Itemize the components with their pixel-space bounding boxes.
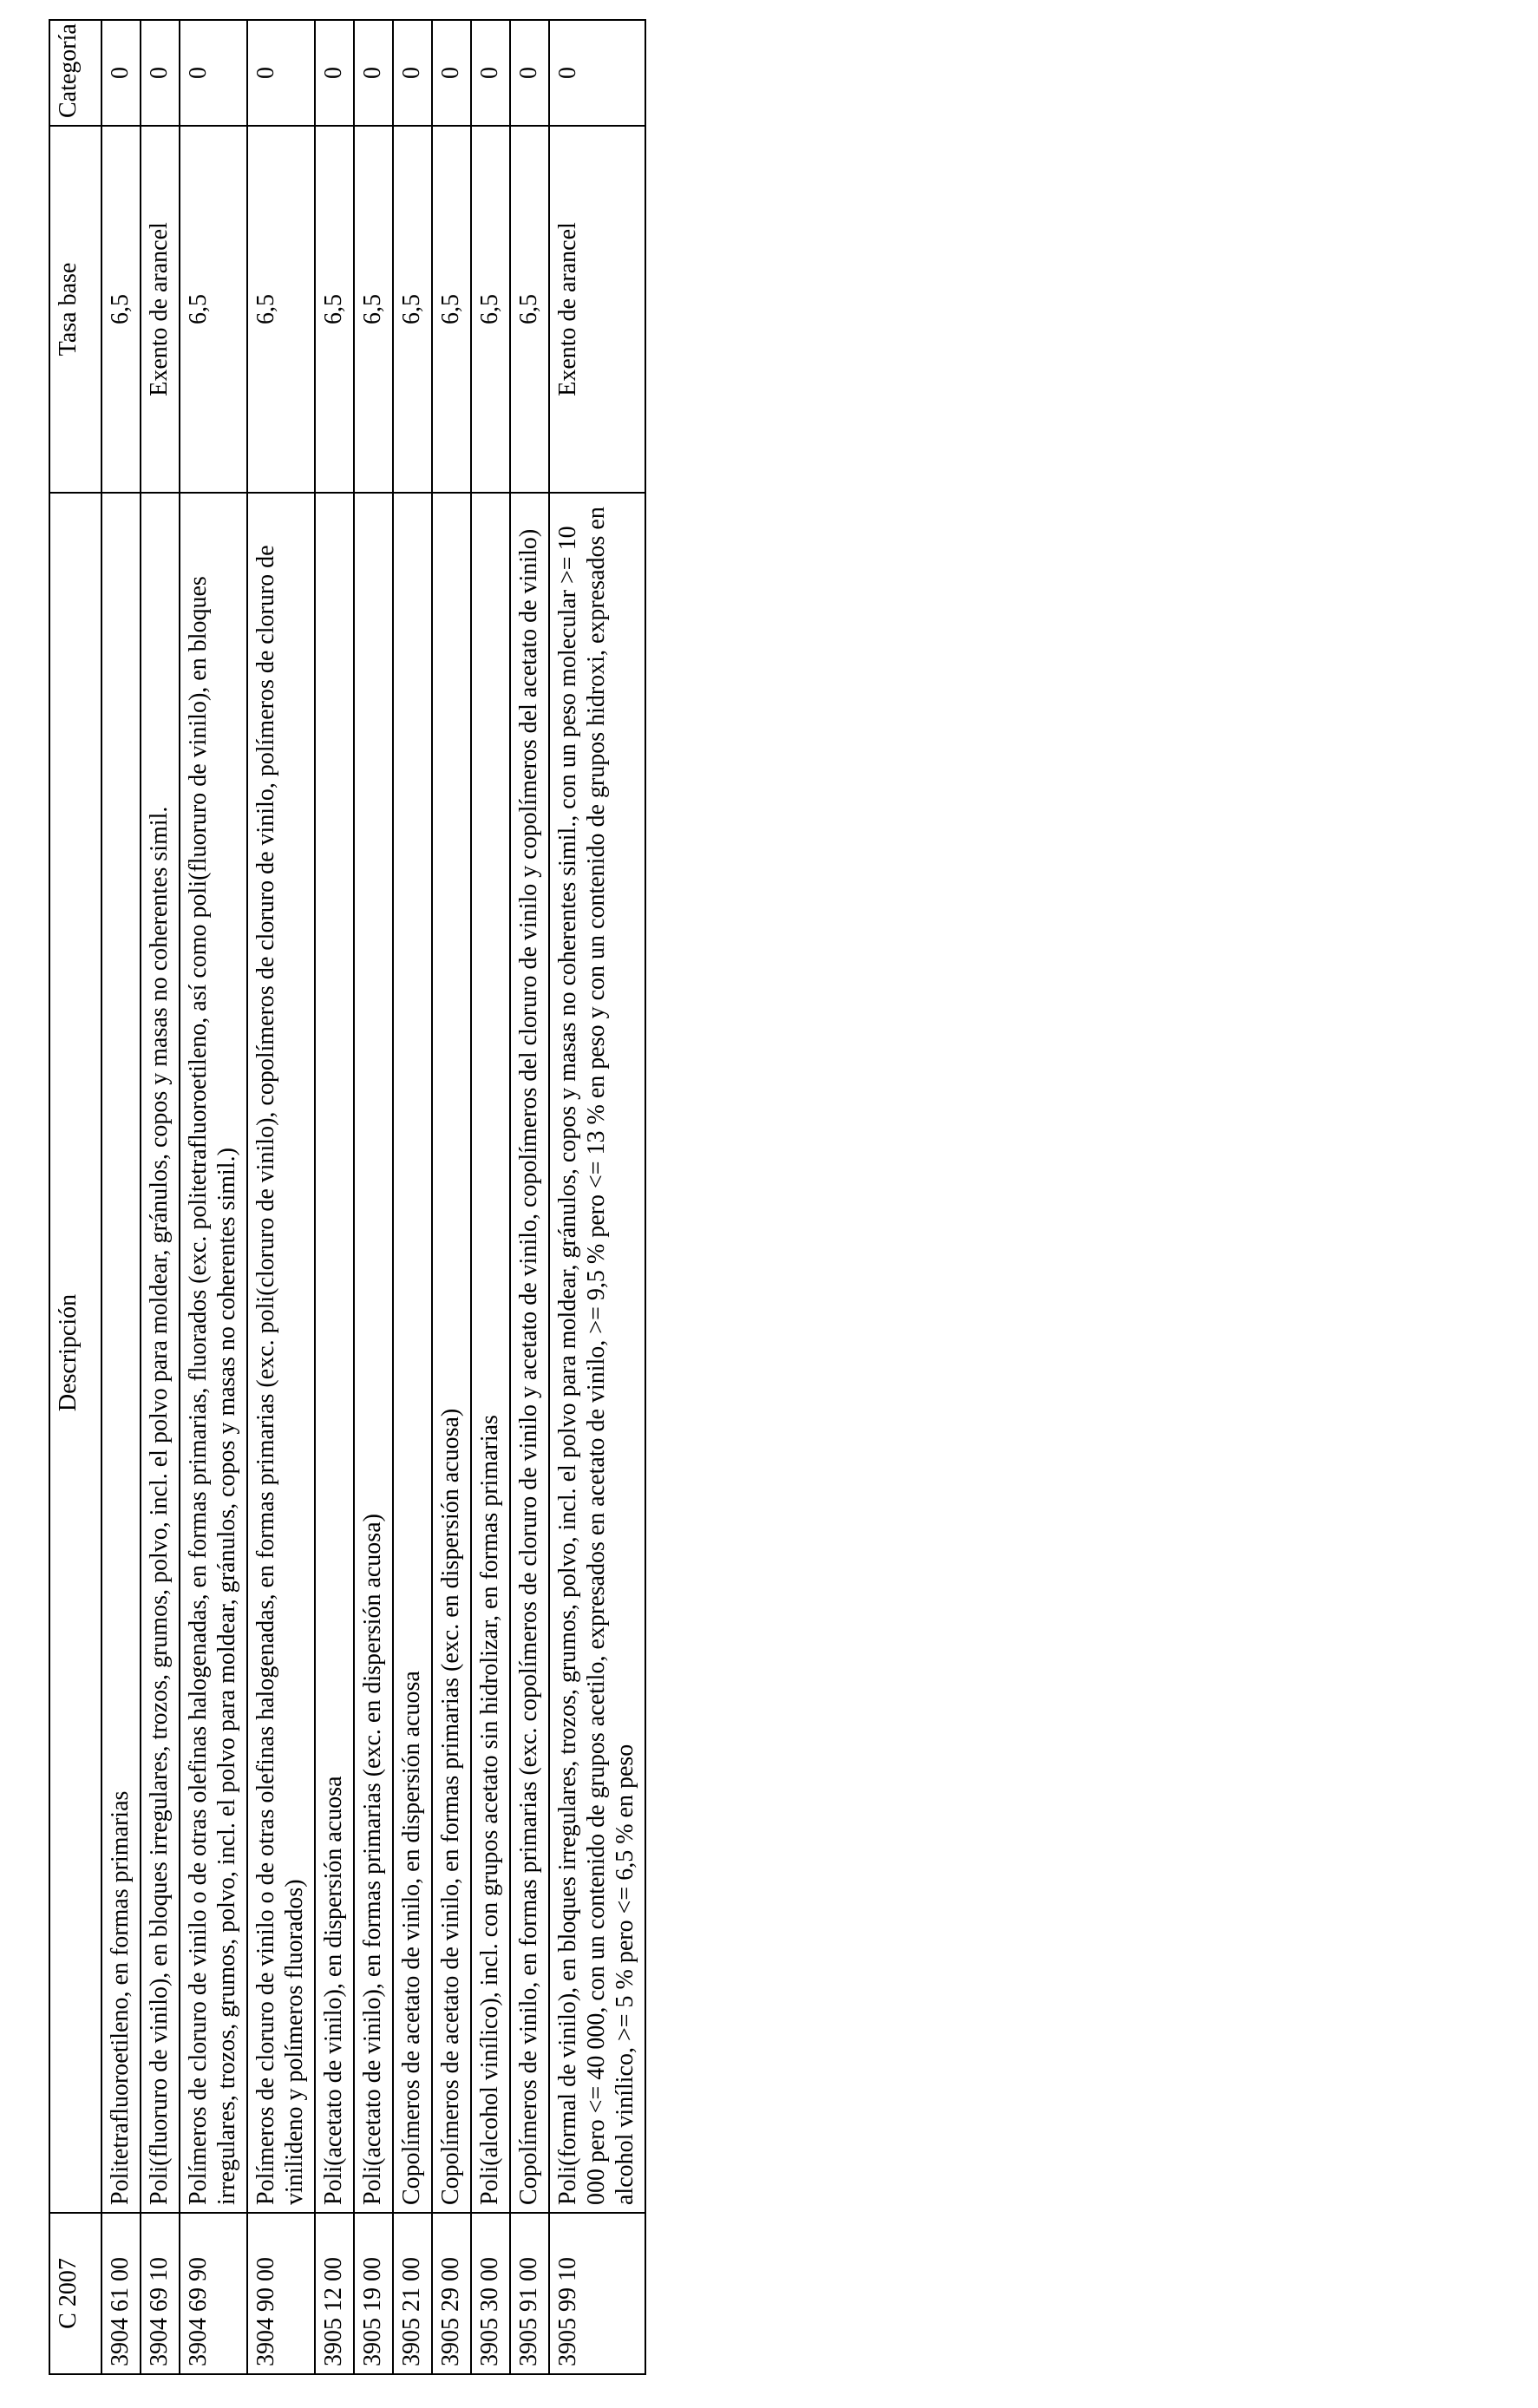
cell-category: 0 [315, 20, 354, 126]
cell-code: 3905 19 00 [354, 2213, 393, 2374]
table-row [549, 20, 645, 2374]
table-row [393, 20, 432, 2374]
cell-rate: 6,5 [354, 126, 393, 493]
header-code: C 2007 [49, 2213, 101, 2374]
cell-rate: Exento de arancel [141, 126, 180, 493]
header-rate: Tasa base [49, 126, 101, 493]
cell-description: Polímeros de cloruro de vinilo o de otras olefinas halogenadas, en formas primarias, fluorados (exc. politetrafluoroetileno, así como poli(fluoruro de vinilo), en bloques irregulares, trozos, grumos, polvo, incl. el polvo para moldear, gránulos, copos y masas no coherentes simil.) [180, 493, 247, 2213]
header-row [49, 20, 101, 2374]
cell-rate: 6,5 [180, 126, 247, 493]
table-row [432, 20, 471, 2374]
cell-code: 3905 91 00 [510, 2213, 549, 2374]
cell-description: Poli(fluoruro de vinilo), en bloques irregulares, trozos, grumos, polvo, incl. el polvo para moldear, gránulos, copos y masas no coherentes simil. [141, 493, 180, 2213]
cell-description: Copolímeros de vinilo, en formas primarias (exc. copolímeros de cloruro de vinilo y acetato de vinilo, copolímeros del cloruro de vinilo y copolímeros del acetato de vinilo) [510, 493, 549, 2213]
cell-rate: 6,5 [432, 126, 471, 493]
cell-category: 0 [510, 20, 549, 126]
cell-code: 3905 21 00 [393, 2213, 432, 2374]
cell-description: Poli(formal de vinilo), en bloques irregulares, trozos, grumos, polvo, incl. el polvo para moldear, gránulos, copos y masas no coherentes simil., con un peso molecular >= 10 000 pero <= 40 000, con un contenido de grupos acetilo, expresados en acetato de vinilo, >= 9,5 % pero <= 13 % en peso y con un contenido de grupos hidroxi, expresados en alcohol vinílico, >= 5 % pero <= 6,5 % en peso [549, 493, 645, 2213]
table-row [315, 20, 354, 2374]
table-row [101, 20, 141, 2374]
cell-code: 3904 90 00 [247, 2213, 315, 2374]
cell-rate: 6,5 [247, 126, 315, 493]
rotated-page [49, 21, 928, 2375]
cell-code: 3905 30 00 [471, 2213, 510, 2374]
cell-description: Poli(acetato de vinilo), en formas primarias (exc. en dispersión acuosa) [354, 493, 393, 2213]
table-row [180, 20, 247, 2374]
cell-category: 0 [101, 20, 141, 126]
cell-code: 3904 61 00 [101, 2213, 141, 2374]
cell-category: 0 [549, 20, 645, 126]
cell-code: 3904 69 10 [141, 2213, 180, 2374]
cell-category: 0 [247, 20, 315, 126]
cell-rate: Exento de arancel [549, 126, 645, 493]
cell-rate: 6,5 [315, 126, 354, 493]
cell-rate: 6,5 [101, 126, 141, 493]
cell-category: 0 [141, 20, 180, 126]
table-row [247, 20, 315, 2374]
table-row [141, 20, 180, 2374]
cell-description: Copolímeros de acetato de vinilo, en formas primarias (exc. en dispersión acuosa) [432, 493, 471, 2213]
table-row [354, 20, 393, 2374]
header-category: Categoría [49, 20, 101, 126]
cell-code: 3905 99 10 [549, 2213, 645, 2374]
cell-category: 0 [393, 20, 432, 126]
cell-description: Poli(alcohol vinílico), incl. con grupos acetato sin hidrolizar, en formas primarias [471, 493, 510, 2213]
table-row [471, 20, 510, 2374]
cell-description: Politetrafluoroetileno, en formas primarias [101, 493, 141, 2213]
cell-description: Poli(acetato de vinilo), en dispersión acuosa [315, 493, 354, 2213]
header-description: Descripción [49, 493, 101, 2213]
cell-category: 0 [471, 20, 510, 126]
cell-category: 0 [432, 20, 471, 126]
table-row [510, 20, 549, 2374]
cell-description: Polímeros de cloruro de vinilo o de otras olefinas halogenadas, en formas primarias (exc. poli(cloruro de vinilo), copolímeros de cloruro de vinilo, polímeros de cloruro de vinilideno y polímeros fluorados) [247, 493, 315, 2213]
tariff-table [49, 19, 646, 2375]
cell-rate: 6,5 [393, 126, 432, 493]
cell-rate: 6,5 [510, 126, 549, 493]
cell-code: 3905 29 00 [432, 2213, 471, 2374]
cell-category: 0 [354, 20, 393, 126]
cell-description: Copolímeros de acetato de vinilo, en dispersión acuosa [393, 493, 432, 2213]
cell-category: 0 [180, 20, 247, 126]
cell-code: 3904 69 90 [180, 2213, 247, 2374]
cell-rate: 6,5 [471, 126, 510, 493]
cell-code: 3905 12 00 [315, 2213, 354, 2374]
